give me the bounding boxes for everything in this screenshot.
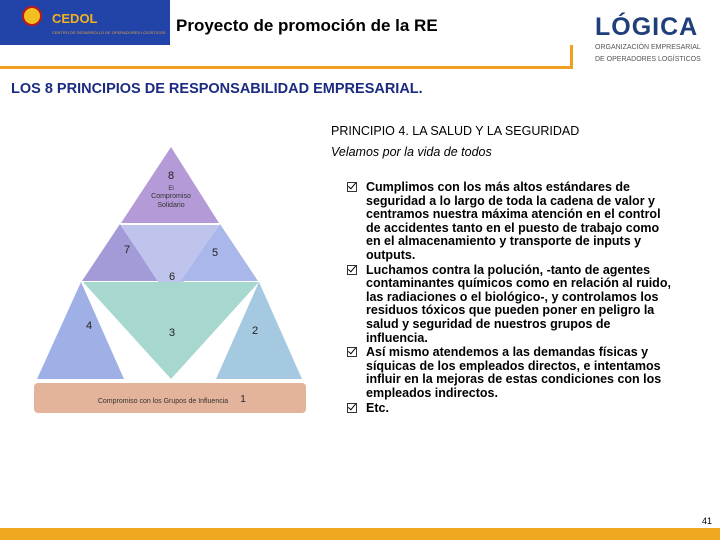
section-title: LOS 8 PRINCIPIOS DE RESPONSABILIDAD EMPRESARIAL. [11,81,423,97]
footer-bar [0,528,720,540]
pyramid-top-text-1: El [168,186,174,192]
bullet-item [366,346,671,400]
pyramid-number-2: 2 [251,325,259,337]
principle-subtitle: Velamos por la vida de todos [331,145,492,159]
logica-logo-subtitle-1: ORGANIZACIÓN EMPRESARIAL [595,44,701,51]
principles-pyramid [30,140,310,416]
principle-bullet-list [366,181,671,416]
pyramid-number-1: 1 [240,394,246,405]
bullet-item [366,181,671,263]
pyramid-number-7: 7 [123,244,131,256]
pyramid-number-3: 3 [168,327,176,339]
bullet-text: Etc. [366,400,389,415]
checkbox-icon [347,265,357,275]
pyramid-number-4: 4 [85,320,93,332]
cedol-emblem-icon [22,6,42,26]
logica-logo [595,14,705,64]
bullet-text: Cumplimos con los más altos estándares de seguridad a lo largo de toda la cadena de valor y centramos nuestra máxima atención en el control de accidentes tanto en el puesto de trabajo como en el almacenamiento y transporte de inputs y outputs. [366,180,661,262]
principle-title: PRINCIPIO 4. LA SALUD Y LA SEGURIDAD [331,124,580,138]
pyramid-number-5: 5 [211,247,219,259]
page-number: 41 [701,516,712,526]
pyramid-top-text-2: Compromiso [151,193,191,200]
pyramid-base-text: Compromiso con los Grupos de Influencia [97,398,229,405]
cedol-logo-name: CEDOL [52,11,98,26]
checkbox-icon [347,347,357,357]
bullet-item [366,264,671,346]
pyramid-tier-8 [121,147,219,223]
bullet-text: Luchamos contra la polución, -tanto de agentes contaminantes químicos como en relación al ruido, las radiaciones o el biológico-, y controlamos los residuos tóxicos que pueden poner en peligro la salud y seguridad de nuestros grupos de influencia. [366,262,671,345]
logica-logo-name: LÓGICA [595,13,699,41]
cedol-logo [0,0,170,45]
bullet-text: Así mismo atendemos a las demandas físicas y síquicas de los empleados directos, e intentamos influir en la mejoras de estas condiciones con los empleados indirectos. [366,345,662,400]
logica-logo-subtitle-2: DE OPERADORES LOGÍSTICOS [595,56,701,63]
pyramid-number-6: 6 [168,271,176,283]
checkbox-icon [347,182,357,192]
header-divider-stub [570,45,573,69]
page-header-title: Proyecto de promoción de la RE [176,16,438,35]
cedol-logo-subtitle: CENTRO DE DESARROLLO DE OPERADORES LOGÍSTICOS [52,30,166,35]
pyramid-number-8: 8 [167,170,175,182]
checkbox-icon [347,403,357,413]
pyramid-top-text-3: Solidario [157,202,185,209]
bullet-item [366,402,671,416]
header-divider [0,66,570,69]
